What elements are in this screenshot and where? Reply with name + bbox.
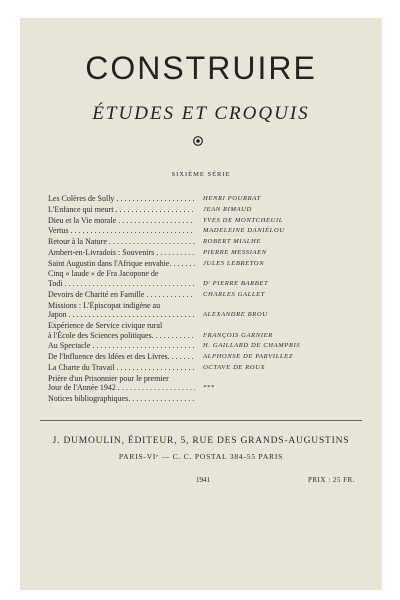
toc-row bbox=[48, 321, 358, 340]
toc-leader-dots bbox=[146, 290, 195, 300]
toc-title-text: Dieu et la Vie morale bbox=[48, 215, 117, 225]
cover-subtitle: ÉTUDES ET CROQUIS bbox=[92, 103, 310, 124]
toc-title bbox=[48, 352, 195, 362]
publisher-address: PARIS-VIᵉ — C. C. POSTAL 384-55 PARIS bbox=[118, 452, 284, 461]
toc-title bbox=[48, 290, 195, 300]
toc-leader-dots bbox=[92, 341, 195, 351]
toc-title bbox=[48, 394, 195, 404]
toc-title-line bbox=[48, 269, 195, 279]
toc-title bbox=[48, 363, 195, 373]
toc-title-line bbox=[48, 194, 195, 204]
toc-row bbox=[48, 290, 358, 300]
toc-author: CHARLES GALLET bbox=[203, 290, 266, 298]
toc-author: HENRI POURRAT bbox=[203, 195, 261, 202]
toc-title-text: Todi bbox=[48, 279, 63, 289]
toc-title bbox=[48, 194, 195, 204]
toc-title-text: Missions : L'Épiscopat indigène au bbox=[48, 300, 161, 310]
toc-title bbox=[48, 301, 195, 320]
toc-title bbox=[48, 321, 195, 340]
toc-leader-dots bbox=[132, 394, 195, 404]
toc-gap bbox=[48, 404, 358, 405]
publisher-line: J. DUMOULIN, ÉDITEUR, 5, RUE DES GRANDS-AUGUSTINS bbox=[52, 436, 350, 446]
toc-leader-dots bbox=[118, 383, 195, 393]
toc-title-line bbox=[48, 341, 195, 351]
toc-title bbox=[48, 237, 195, 247]
toc-row bbox=[48, 301, 358, 320]
toc-title-line bbox=[48, 290, 195, 300]
toc-author: PIERRE MESSIAEN bbox=[203, 248, 267, 256]
toc-title-line bbox=[48, 394, 195, 404]
toc-row bbox=[48, 363, 358, 373]
toc-title bbox=[48, 269, 195, 288]
toc-author: OCTAVE DE ROUX bbox=[203, 363, 266, 371]
toc-title-line bbox=[48, 374, 195, 384]
toc-title-text: Saint Augustin dans l'Afrique envahie. bbox=[48, 258, 172, 268]
toc-row bbox=[48, 374, 358, 393]
cover-title: CONSTRUIRE bbox=[85, 50, 317, 86]
toc-title-text: L'Enfance qui meurt bbox=[48, 204, 114, 214]
toc-leader-dots bbox=[109, 237, 195, 247]
toc-author: ALEXANDRE BROU bbox=[203, 311, 268, 319]
toc-title-line bbox=[48, 363, 195, 373]
toc-title-text: Jour de l'Année 1942 bbox=[48, 383, 116, 393]
toc-title-text: Ambert-en-Livradois : Souvenirs bbox=[48, 247, 155, 257]
toc-row bbox=[48, 216, 358, 226]
toc-row bbox=[48, 269, 358, 288]
toc-row bbox=[48, 194, 358, 204]
toc-title bbox=[48, 216, 195, 226]
divider bbox=[40, 420, 362, 421]
toc-title-line bbox=[48, 279, 195, 289]
toc-title-line bbox=[48, 237, 195, 247]
toc-row bbox=[48, 237, 358, 247]
price-label: PRIX : 25 FR. bbox=[308, 476, 355, 484]
toc-title-line bbox=[48, 259, 195, 269]
toc-leader-dots bbox=[173, 259, 195, 269]
toc-row bbox=[48, 341, 358, 351]
toc-leader-dots bbox=[156, 248, 195, 258]
toc-title-text: La Charte du Travail bbox=[48, 362, 115, 372]
toc-row bbox=[48, 205, 358, 215]
toc-leader-dots bbox=[156, 331, 195, 341]
toc-title-text: Les Colères de Sully bbox=[48, 194, 115, 203]
book-cover bbox=[20, 18, 382, 590]
toc-title-text: Notices bibliographiques. bbox=[48, 394, 131, 404]
toc-title bbox=[48, 259, 195, 269]
toc-title-text: Japon bbox=[48, 310, 67, 320]
toc-title bbox=[48, 226, 195, 236]
toc-title-text: Au Spectacle bbox=[48, 341, 91, 351]
toc-title-text: Expérience de Service civique rural bbox=[48, 321, 163, 330]
toc-leader-dots bbox=[115, 205, 195, 215]
toc-title bbox=[48, 205, 195, 215]
toc-title-text: Vertus bbox=[48, 226, 69, 236]
toc-title-line bbox=[48, 383, 195, 393]
toc-title-line bbox=[48, 310, 195, 320]
toc-author: JULES LEBRETON bbox=[203, 259, 265, 267]
toc-leader-dots bbox=[65, 279, 195, 289]
toc-author: MADELEINE DANIÉLOU bbox=[203, 227, 285, 235]
toc-title-line bbox=[48, 301, 195, 311]
toc-title-text: Prière d'un Prisonnier pour le premier bbox=[48, 373, 169, 383]
toc-title-text: à l'École des Sciences politiques. bbox=[48, 330, 154, 340]
toc-title-line bbox=[48, 205, 195, 215]
toc-leader-dots bbox=[70, 226, 195, 236]
toc-title bbox=[48, 248, 195, 258]
toc-author: ROBERT MIALHE bbox=[203, 238, 262, 246]
toc-title-text: Retour à la Nature bbox=[48, 237, 107, 247]
toc-row bbox=[48, 394, 358, 404]
toc-author: *** bbox=[203, 384, 215, 392]
toc-row bbox=[48, 248, 358, 258]
toc-title bbox=[48, 341, 195, 351]
toc-leader-dots bbox=[116, 363, 195, 373]
toc-title-line bbox=[48, 352, 195, 362]
toc-title-line bbox=[48, 331, 195, 341]
toc-leader-dots bbox=[172, 352, 195, 362]
toc-author: ALPHONSE DE PARVILLEZ bbox=[203, 353, 294, 361]
toc-row bbox=[48, 259, 358, 269]
toc-title-text: Cinq « laude » de Fra Jacopone de bbox=[48, 269, 159, 279]
toc-title-line bbox=[48, 248, 195, 258]
toc-title-text: De l'Influence des Idées et des Livres. bbox=[48, 352, 170, 362]
toc-title-text: Devoirs de Charité en Famille bbox=[48, 289, 145, 299]
toc-title bbox=[48, 374, 195, 393]
toc-leader-dots bbox=[69, 310, 195, 320]
toc-title-line bbox=[48, 216, 195, 226]
toc-author: Dʳ PIERRE BARBET bbox=[203, 280, 269, 288]
toc-author: YVES DE MONTCHEUIL bbox=[203, 216, 284, 224]
table-of-contents bbox=[48, 194, 358, 405]
toc-author: H. GAILLARD DE CHAMPRIS bbox=[203, 342, 301, 350]
toc-row bbox=[48, 352, 358, 362]
toc-author: FRANÇOIS GARNIER bbox=[203, 331, 273, 339]
toc-author: JEAN RIMAUD bbox=[203, 205, 252, 213]
toc-title-line bbox=[48, 226, 195, 236]
publication-year: 1941 bbox=[196, 476, 210, 484]
toc-leader-dots bbox=[118, 216, 195, 226]
toc-leader-dots bbox=[116, 194, 195, 204]
publisher-emblem-icon bbox=[193, 136, 203, 146]
toc-title-line bbox=[48, 321, 195, 331]
series-label: SIXIÈME SÉRIE bbox=[171, 171, 231, 178]
toc-row bbox=[48, 226, 358, 236]
